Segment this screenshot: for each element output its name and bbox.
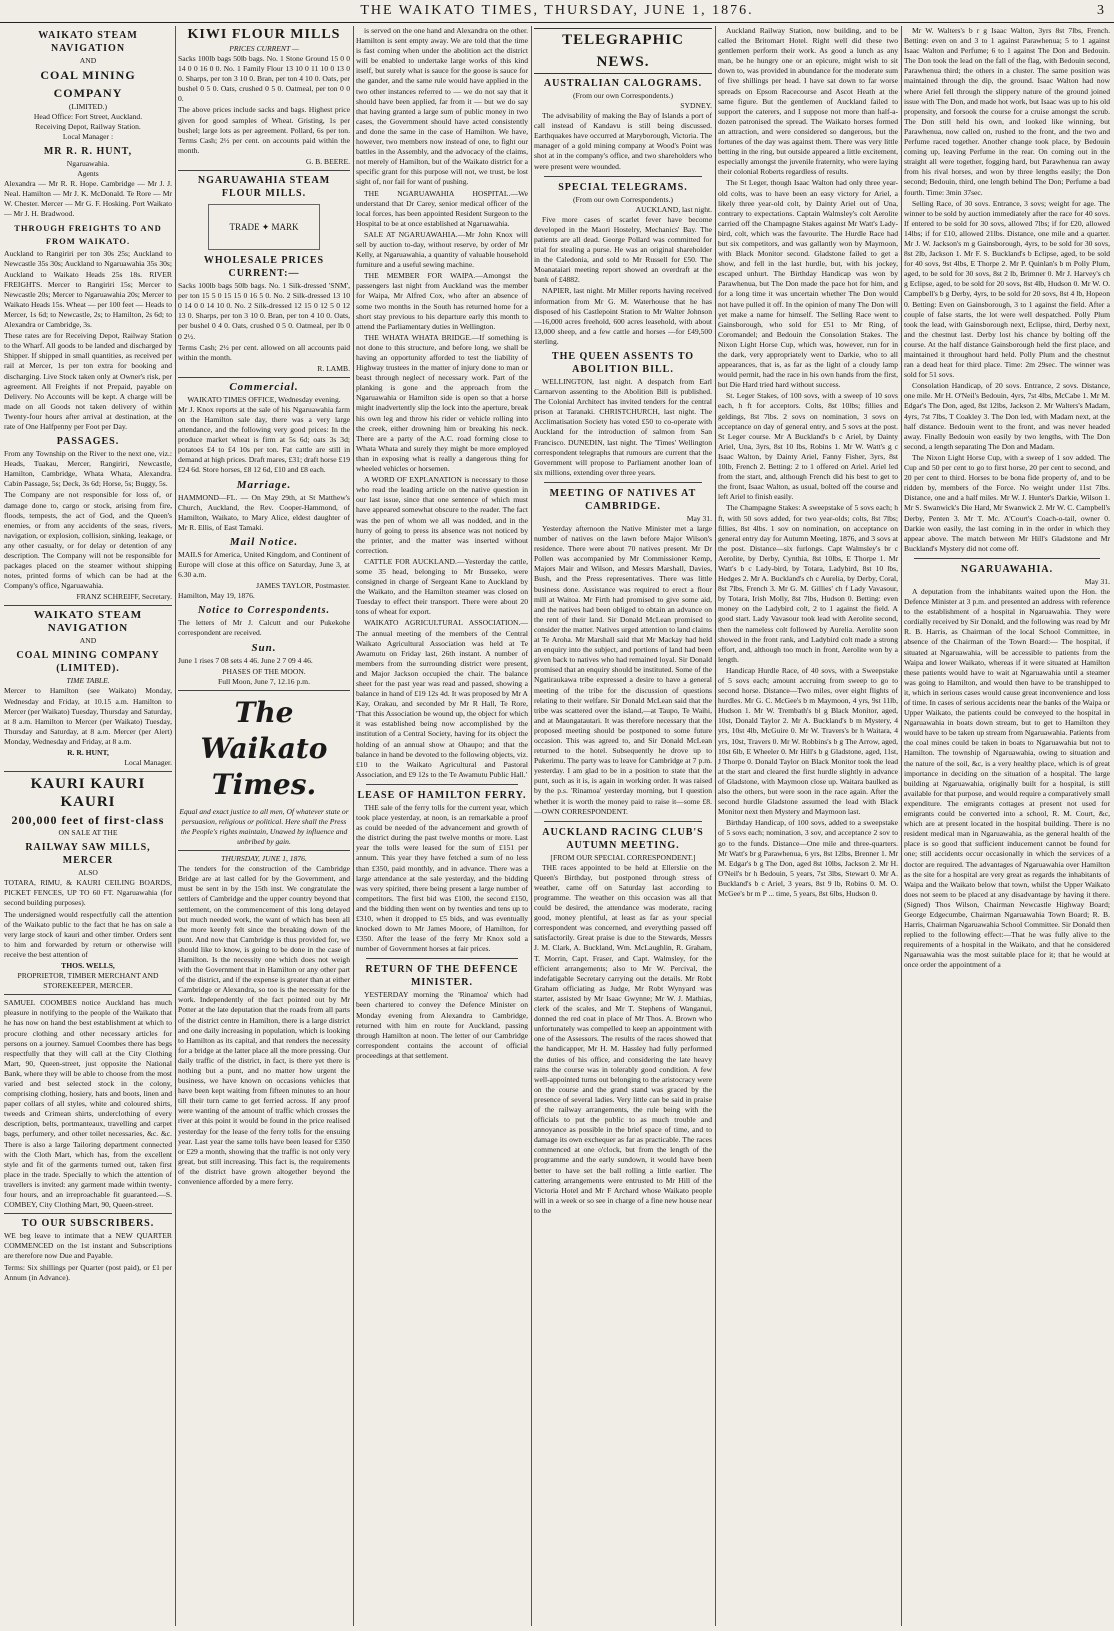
page-number: 3 xyxy=(1097,3,1104,18)
st-leger-stakes: St. Leger Stakes, of 100 sovs, with a sweep of 10 sovs each, h ft for acceptors. Colts, 8st 10lbs; fillies and geldings, 8st 7lbs. 2 sovs on nomination, 3 sovs on acceptance on day of general entry, and 5 sovs at the post. St Leger course. Mr A Buckland's b c Ariel, by Dainty Ariel, Una, 3yrs, 8st 10 lbs, Robins 1. Mr W. Watt's g c Isaac Walton, by Dainty Ariel, Fanny Fisher, 3yrs, 8st 10lb, French 2. Betting: 2 to 1 offered on Ariel. Ariel led from the start, and, although French did his best to get to the front, Isaac Walton, as usual, bolted off the course and left Ariel to finish easily. xyxy=(718,391,898,502)
ad2-role: Local Manager. xyxy=(124,758,172,768)
australian-body: The advisability of making the Bay of Islands a port of call instead of Kandavu is still being discussed. Earthquakes have occurred at Maryborough, Victoria. The manager of a gold mining company at Wood's Point was shot at in the company's office, and two shareholders who were present were wounded. xyxy=(534,111,712,171)
ngaruawahia-prices-title: WHOLESALE PRICES CURRENT:— xyxy=(203,255,325,280)
ngaruawahia-body: A deputation from the inhabitants waited upon the Hon. the Defence Minister at 3 p.m. and presented an address with reference to the establishment of a hospital in Ngaruawahia. They were cordially received by Sir Donald, and the following was read by Mr R. B. Harris, as Chairman of the local School Committee, in absence of the Chairman of the Town Board:— The hospital, if situated at Ngaruawahia, will be accessible to patients from the Waipa and lower Waikato, whereas if it were situated at Hamilton these patients would have to wait at Ngaruawahia until a steamer was going to Hamilton, and would then have to be transhipped to it, which in serious cases would cause great inconvenience and loss of time. In cases of serious accidents near the banks of the Waipa or Upper Waikato, the patients could be conveyed to the hospital in Ngaruawahia in boats down stream, but to get to Hamilton they would have to be taken up stream from Ngaruawahia. Patients from the coal mines could be taken in boats to Ngaruawahia but not to Hamilton. The township of Ngaruawahia, owing to situation and the nature of the soil, &c, is a very healthy place, which is of great importance in deciding on the situation of a hospital. The large building at Ngaruawahia, originally built for a hospital, is still available for that purpose, and would require a comparatively small expenditure. The emigrants cottages at present not used for emigrants could be converted into a school, R. M. Court, &c, which are at present located in the hospital building. There is no resident medical man in Ngaruawahia, as the general health of the place is so good that sufficient inducement cannot be found for one; still accidents occur occasionally in which the services of a doctor are required. The advantages of Ngaruawahia over Hamilton as the site for a hospital are very great as regards the inhabitants of Waipa and the Waikato below that town, whilst the Upper Waikato does not seem to be placed at any disadvantage by having it there. (Signed) Thos Wilson, Chairman Newcastle Highway Board; George Edgecumbe, Chairman Ngaruawahia Town Board; R. B. Harris, Chairman Ngaruawahia School Committee. Sir Donald then replied to the following effect:—That he was fully alive to the requirements of a hospital in the Waikato, and that he considered Ngaruawahia was the most suitable place for it; that he would at once order the appointment of a xyxy=(904,586,1110,970)
sun-body: June 1 rises 7 08 sets 4 46. June 2 7 09 4 46. xyxy=(178,655,313,665)
racing-club-body: THE races appointed to be held at Ellerslie on the Queen's Birthday, but postponed through stress of weather, came off on Saturday last according to programme. The weather on this occasion was all that could be desired, the attendance was moderate, racing good, money plentiful, at least as far as your special correspondent was concerned, and everything passed off satisfactorily. Great praise is due to the Stewards, Messrs J. M. Clark, A. Buckland, Wm. McLaughlin, R. Graham, T. Morrin, Capt. Fraser, and Capt. Walmsley, for the efficient arrangements; also to Mr W. Percival, the indefatigable Secretary carrying out the details. Mr Robt Graham officiating as Judge, Mr Robt Wynyard was starter, assisted by Mr Isaac Gwynne; Mr W. J. Mathias, clerk of the scales, and Mr T. Stephens of Wanganui, donned the red coat in place of Mr Thos. A. Brown who unfortunately was compelled to keep an appointment with one of the Assessors. The results of the races showed that the handicapper, Mr H. M. Hassley had fully performed the duties of his office, and considering the late heavy rains the course was in tolerably good condition. A few well-appointed turns out belonging to the aristocracy were on the course and the grand stand was graced by the presence of several ladies. Very little can be said in praise of the railway arrangements, the rule being with the officials to put the public to as much trouble and annoyance as possible in the brief space of time, and to damage its own exchequer as far as practicable. The races commenced at one o'clock, but from the length of the programme and the early sundown, it would have been better to have set the ball rolling a little earlier. The cattering arrangements were entrusted to Mr Hill of the Victoria Hotel and Mr F Archard whose Waikato people will in a week or so see in charge of a fine new house near to the xyxy=(534,862,712,1215)
kiwi-prices-current: PRICES CURRENT — xyxy=(229,44,299,53)
divider xyxy=(544,821,702,822)
special-telegrams-title: SPECIAL TELEGRAMS. xyxy=(558,181,688,193)
moon-title: PHASES OF THE MOON. xyxy=(222,666,306,676)
divider xyxy=(178,170,350,171)
news-hospital: THE NGARUAWAHIA HOSPITAL.—We understand that Dr Carey, senior medical officer of the local forces, has been appointed Resident Surgeon to the Hospital to be at once established at Ngaruawahia. xyxy=(356,188,528,228)
divider xyxy=(178,377,350,378)
news-member-waipa: THE MEMBER FOR WAIPA.—Amongst the passengers last night from Auckland was the member for Waipa, Mr Alfred Cox, who after an absence of some two months in the South has returned home for a short stay previous to his departure early this month to attend the Parliamentary duties in Wellington. xyxy=(356,271,528,331)
kauri-mill: RAILWAY SAW MILLS, MERCER xyxy=(25,842,151,867)
nixon-light-horse-cup: The Nixon Light Horse Cup, with a sweep of 1 sov added. The Cup and 50 per cent to go to first horse, 20 per cent to second, and 20 per cent to third. Horses to be bona fide property of, and to be ridden by, members of the Force. No weight under 11st 7lbs. Distance, one and a half miles. Mr W. J. Hunter's Darkie, Wilson 1. Mr S. Swanwick's Die Hard, Mr Swanwick 2. Mr W. C. Campbell's Derby, Penten 3. Mr T. Mc. A'Court's Coach-o-tail, owner 0. Darkie won easily, the last coming in in the order in which they appear above. The match between Mr Hill's Gladstone and Mr Buckland's Mystery did not come off. xyxy=(904,452,1110,553)
racing-club-title: AUCKLAND RACING CLUB'S AUTUMN MEETING. xyxy=(542,826,704,851)
divider xyxy=(4,771,172,772)
divider xyxy=(366,958,518,959)
edition-date: THURSDAY, JUNE 1, 1876. xyxy=(221,854,307,864)
meeting-natives-body: Yesterday afternoon the Native Minister met a large number of natives on the lawn before Major Wilson's residence. There were about 70 natives present. Mr Dr Pollen was accompanied by Mr Commissioner Kemp, Majors Mair and Wilson, and Messrs Marshall, Davies, Bush, and the Press representatives. There was little business done. Assistance was required to erect a flour mill at Waitoa. Mr Firth had promised to give some aid, and the natives had been obliged to obtain an advance on the rent of their land. Sir Donald McLean promised to consider the matter. Natives urged attention to land claims at Te Aroha. Mr Marshall said that Mr Mackay had held an enquiry into the subject, and portions of land had been given back to natives who had remained loyal. Sir Donald promised that an enquiry should be instituted. Some of the Ngatiraukawa tribe expressed a desire to have a general meeting of the tribe for the discussion of questions relating to their welfare. Sir Donald McLean said that the tribe was scattered over the island,—at Taupo, Te Waihi, and at Maungatautari. It was therefore necessary that the proposed meeting should be postponed to some future occasion. This was agreed to, and Sir Donald McLean returned to the hotel. Subsequently he drove up to Pukerimu. The party was to leave for Cambridge at 7 p.m. yesterday. I am glad to be in a position to state that the punt, such as it is, is again in working order. It was raised by the p.s. 'Rinamoa' yesterday morning, but I question whether it is worth the money paid to raise it—some £8.—OWN CORRESPONDENT. xyxy=(534,524,712,816)
queen-assents-title: THE QUEEN ASSENTS TO ABOLITION BILL. xyxy=(551,350,695,375)
divider xyxy=(4,994,172,995)
ad2-company: COAL MINING COMPANY (LIMITED). xyxy=(16,650,160,675)
correspondents-body: The letters of Mr J. Calcutt and our Pukekohe correspondent are received. xyxy=(178,618,350,638)
column-1 xyxy=(4,26,172,1626)
marriage-title: Marriage. xyxy=(236,478,292,491)
commercial-sub: WAIKATO TIMES OFFICE, Wednesday evening. xyxy=(187,394,341,404)
passages-body: From any Township on the River to the next one, viz.: Heads, Tuakau, Mercer, Rangiriri, Newcastle, Hamilton, Cambridge, Whata Whata, Alexandra. Cabin Passage, 5s; Deck, 3s 6d; Horse, 5s; Buggy, 5s. xyxy=(4,449,172,489)
defence-minister-body: YESTERDAY morning the 'Rinamoa' which had been chartered to convey the Defence Minister on Monday evening from Alexandra to Cambridge, returned with him en route for Auckland, passing through Hamilton at noon. The letter of our Cambridge correspondent contains the account of official proceedings at that settlement. xyxy=(356,990,528,1060)
through-freights-body: Auckland to Rangiriri per ton 30s 25s; Auckland to Newcastle 35s 30s; Auckland to Ngaruawahia 35s 30s; Auckland to Waikato Heads 25s 18s. RIVER FREIGHTS. Mercer to Rangiriri 15s; Mercer to Newcastle 20s; Mercer to Ngaruawahia 20s; Mercer to Waikato Heads 15s. Wheat — per 100 feet — Heads to Mercer, 1s 6d; to Newcastle, 2s; to Hamilton, 2s 6d; to Alexandra or Cambridge, 3s. xyxy=(4,249,172,330)
kauri-role: PROPRIETOR, TIMBER MERCHANT AND STOREKEEPER, MERCER. xyxy=(17,971,159,991)
column-4 xyxy=(534,26,712,1626)
ad2-timetable: TIME TABLE. xyxy=(66,676,110,686)
selling-race: Selling Race, of 30 sovs. Entrance, 3 sovs; weight for age. The winner to be sold by auction immediately after the race for 40 sovs. If entered to be sold for 30 sovs, allowed 7lbs; if for £20, allowed 14lbs; if for £10, allowed 21lbs. Distance, one mile and a quarter. Mr J. W. Jackson's m g Gainsborough, 4yrs, to be sold for 30 sovs, 8st 2lb, Jackson 1. Mr F. S. Buckland's b Eclipse, aged, to be sold for 40 sovs, 9st 4lbs, E Thorpe 2. Mr P. Quinlan's b m Polly Plum, aged, to be sold for 30 sovs, 8st 2 lb, Brimner 0. Mr J. Harvey's ch g Eclipse, aged, to be sold for 20 sovs, 8st 4lb, Hudson 0. Mr W. O. Campbell's b g Derby, 4yrs, to be sold for 20 sovs, 8st 4 lb, Hopeon 0. Betting: Even on Gainsborough, 3 to 1 against the field. After a couple of false starts, the lot were well despatched. Polly Plum took the lead, with Gainsborough next, Eclipse, third, Derby next, and the chestnut last. Derby lost his chance by bolting off the course. At the half distance Gainsborough held the first place, and maintained it throughout hard held. Polly Plum and the chestnut ran a dead heat for third place. Time: 2m 29sec. The winner was sold for 51 sovs. xyxy=(904,198,1110,380)
divider xyxy=(178,850,350,851)
newspaper-columns xyxy=(0,26,1114,1626)
news-agricultural-association: WAIKATO AGRICULTURAL ASSOCIATION.—The annual meeting of the members of the Central Waikato Agricultural Association was held at Te Awamutu on Friday last, 26th instant. A number of members from the surrounding district were present, and Major Jackson occupied the chair. The balance sheet for the past year was read and passed, showing a balance in hand of £19 12s 4d. It was proposed by Mr A Kay, Orakau, and seconded by Mr R Hall, Te Rore, 'That this Association be wound up, the object for which it was established being now accomplished by the institution of a Central Society, having for its object the holding of an annual show at Ohaupo; and that the balance in hand be devoted to the following objects, viz. £10 to the Waikato Agricultural and Pastoral Association, and £9 12s to the Te Awamutu Public Hall.' xyxy=(356,618,528,779)
ad-limited: (LIMITED.) xyxy=(68,102,108,111)
editorial-body: The tenders for the construction of the Cambridge Bridge are at last called for by the Government, and must be sent in by the 15th inst. We congratulate the settlers of Cambridge and the upper country beyond that settlement, on the commencement of this long delayed but much needed work, the want of which has been all the more keenly felt since the breaking down of the punt. And now that Cambridge is thus provided for, we should like to know, is going to be done in the case of Hamilton. Is the necessity one which does not weigh with the Government that in Hamilton or any other part of the district, and if the expense is greater than at either Cambridge or Alexandra, so too is the necessity for the work. Independently of the fact pointed out by Mr Potter at the late deputation that the roads from all parts of the district centre in Hamilton, there is a large district and one daily increasing in population, which is looking to Hamilton as its capital, and that renders the necessity for a bridge at the latter place all the more pressing. Our daily traffic of the district, in fact, is there yet there is nothing but a punt, and no matter how urgent the business, we have known on occasions vehicles that have been kept waiting from fifteen minutes to an hour till their turn came to get ferried across. If any proof were wanting of the amount of traffic which crosses the river at this point it would be found in the price realised yesterday for the lease of the ferry tolls for the ensuing year. Last year the same tolls have been leased for £350 or £29 a month, showing that the traffic is not only very great, but still increasing. This fact is, the requirements of the district have grown altogether beyond the convenience afforded by a mere ferry. xyxy=(178,864,350,1187)
ad-head-office: Head Office: Fort Street, Auckland. xyxy=(33,112,143,121)
ad2-title: WAIKATO STEAM NAVIGATION xyxy=(33,609,143,635)
column-5 xyxy=(718,26,898,1626)
kiwi-mills-title: KIWI FLOUR MILLS xyxy=(187,27,341,42)
kiwi-note: The above prices include sacks and bags. Highest price given for good samples of Wheat. Gristing, 1s per bushel; large lots as per agreement. Pollard, 6s per ton. Terms Cash; 2½ per cent. on accounts paid within the month. xyxy=(178,105,350,155)
passages-title: PASSAGES. xyxy=(56,436,120,448)
divider xyxy=(544,176,702,177)
column-3 xyxy=(356,26,528,1626)
kiwi-sign: G. B. BEERE. xyxy=(305,156,350,166)
subscribers-body: WE beg leave to intimate that a NEW QUARTER COMMENCED on the 1st instant and Subscriptions are therefore now Due and Payable. xyxy=(4,1231,172,1261)
champagne-stakes: The Champagne Stakes: A sweepstake of 5 sovs each; h ft, with 50 sovs added, for two year-olds; colts, 8st 7lbs; fillies, 8st 4lbs. 1 sov on nomination, on acceptance on general entry day for Autumn Meeting, 1876, and 3 sovs at the post. Distance—six furlongs. Capt Walmsley's br c Aerolite, by Derby, Cynthia, 8st 10lbs, E Thorpe 1. Mr Watt's b c Lady-bird, by Totara, Ladybird, 8st 10 lbs, Hedges 2. Mr A. Buckland's ch c Aurelia, by Derby, Coral, 8st 7lbs, French 3. Mr G. M. Gillies' ch f Lady Vavasour, by Totara, Irish Molly, 8st 7lbs, Hudson 0. Betting: even money on the Ladybird colt, 2 to 1 against the field. A good start. Lady Vavasour took lead with Aerolite second, then the nameless colt followed by Aurelia. Aerolite soon showed in the front rank, and Ladybird colt made a strong effort, and, although too much in front, Aerolite won by a length. xyxy=(718,503,898,664)
moon-body: Full Moon, June 7, 12.16 p.m. xyxy=(218,676,310,686)
ad-depot: Receiving Depot, Railway Station. xyxy=(35,122,141,131)
lease-ferry-body: THE sale of the ferry tolls for the current year, which took place yesterday, at noon, is an remarkable a proof as could be needed of the advancement and growth of the district during the past twelve months or more. Last year the tolls were leased for the sum of £151 per annum. This year they have fetched a sum of no less than £350, paid monthly, and in advance. There was a large attendance at the sale yesterday, and the bidding was very spirited, there being present a large number of competitors. The first bid was £100, the second £150, and the bidding then went on by twenties and tens up to £310, when it dropped to £5 bids, and was eventually knocked down to Mr James Moore, of Hamilton, for £350. After the lease of the ferry Mr Knox sold a number of Government horses at fair prices. xyxy=(356,802,528,954)
ad2-body: Mercer to Hamilton (see Waikato) Monday, Wednesday and Friday, at 10.15 a.m. Hamilton to Mercer (per Waikato) Tuesday, Thursday and Saturday, at 8 a.m. Hamilton to Mercer (per Waikato) Tuesday, Thursday and Saturday, at 8 a.m. Mercer (per Alert) Monday, Wednesday and Friday, at 8 a.m. xyxy=(4,686,172,746)
ad2-and: AND xyxy=(79,636,97,646)
handicap-hurdle-race: Handicap Hurdle Race, of 40 sovs, with a Sweepstake of 5 sovs each; amount accruing from sweep to go to second horse. Distance—Two miles, over eight flights of hurdles. Mr G. C. McGee's b m Maymoon, 4 yrs, 9st 11lb, Hudson 1. Mr W. Trembath's bl g Black Monitor, aged, 10st, Donald Taylor 2. Mr A. Buckland's b m Mystery, 4 yrs, 10st 4lb, McGuire 0. Mr W. Travers's br h Waitara, 4 yrs, 10st, Travers 0. Mr W. Robbins's b g The Arrow, aged, 10st 6lb, E Wheeler 0. Mr Hill's b g Gladstone, aged, 11st, J Thorpe 0. Donald Taylor on Black Monitor took the lead at the start and cleared the first hurdle slightly in advance of Gladstone, with Maymoon close up. Waitara baulked as also the others, but were soon in the race again. After the second hurdle Gladstone assumed the lead with Black Monitor next then Mystery and Maymoon last. xyxy=(718,665,898,817)
australian-calograms-title: AUSTRALIAN CALOGRAMS. xyxy=(543,78,703,89)
meeting-natives-title: MEETING OF NATIVES AT CAMBRIDGE. xyxy=(549,487,697,512)
ad-waikato-steam-title: WAIKATO STEAM NAVIGATION xyxy=(38,30,138,54)
lease-ferry-title: LEASE OF HAMILTON FERRY. xyxy=(357,789,527,801)
kauri-also: ALSO xyxy=(78,868,98,878)
through-freights-note: These rates are for Receiving Depot, Railway Station to the Wharf. All goods to be landed and discharged by Shipper. If shipped in small quantities, as received per rail at Mercer, 1s per ton extra for booking and discharging. Live Stock taken only at Owner's risk, per agreement. All Freights if not Prepaid, payable on Delivery. No Accounts will be kept. A charge will be made on all Goods not taken delivery of within Twenty-four hours after arrival at destination, at the rate of One Halfpenny per Foot per Day. xyxy=(4,331,172,431)
divider xyxy=(178,690,350,691)
australian-place: SYDNEY. xyxy=(680,101,712,110)
ngaruawahia-mills-title: NGARUAWAHIA STEAM FLOUR MILLS. xyxy=(197,175,331,200)
kiwi-price-table: Sacks 100lb bags 50lb bags. No. 1 Stone Ground 15 0 0 14 0 0 16 0 0. No. 1 Family Flour 13 10 0 11 10 0 13 0 0. Sharps, per ton 3 10 0. Bran, per ton 4 10 0. Oats, per bushel 0 5 0. Oats, crushed 0 5 0. Oatmeal, per ton 0 0 0. xyxy=(178,54,350,104)
telegraphic-news-title: TELEGRAPHIC NEWS. xyxy=(534,28,712,74)
kauri-sign: THOS. WELLS, xyxy=(61,960,115,970)
news-whata-whata-bridge: THE WHATA WHATA BRIDGE.—If something is not done to this structure, and before long, we shall be having an opportunity afforded to test the liability of Highway trustees in the matter of injury done to man or beast through neglect of necessary work. Part of the planking is gone and the approach from the Ngaruawahia or Hamilton side is open so that a horse might inadvertently slip the lock into the aperture, break his own leg and throw his rider or vehicle rolling into the creek, either drowning him or breaking his neck. There are a party of the A.C. road forming close to Whata Whata and surely they might be more employed than in exposing what is really a dangerous thing for wheeled vehicles or horsemen. xyxy=(356,332,528,474)
waikato-times-nameplate: The Waikato Times. xyxy=(200,695,328,801)
ngaruawahia-sign: R. LAMB. xyxy=(317,363,350,373)
through-freights-title: THROUGH FREIGHTS TO AND FROM WAIKATO. xyxy=(14,223,162,247)
special-telegrams-place: AUCKLAND, last night. xyxy=(635,204,712,214)
kauri-sale: ON SALE AT THE xyxy=(58,828,118,838)
subscribers-terms: Terms: Six shillings per Quarter (post paid), or £1 per Annum (in Advance). xyxy=(4,1262,172,1282)
birthday-handicap: Birthday Handicap, of 100 sovs, added to a sweepstake of 5 sovs each; nomination, 3 sov, and acceptance 2 sov to go to the funds. Distance—One mile and three-quarters. Mr Watt's br g Parawhenua, 6 yrs, 8st 12lbs, Brenner 1. Mr M. Edgar's b g The Don, aged 8st 10lbs, Jackson 2. Mr H. O'Neil's br h Bedouin, 5 years, 7st 3lbs, Stewart 0. Mr A. Buckland's b c Ariel, 3 years, 8st 9 lb, Robins 0. M. O. McGee's br m P ... time, 5 years, 8st 6lbs, Hudson 0. xyxy=(718,818,898,898)
ad-coal-mining-company: COAL MINING COMPANY xyxy=(40,68,136,100)
waikato-times-motto: Equal and exact justice to all men, Of whatever state or persuasion, religious or political. Here shall the Press the People's rights maintain, Unawed by influence and unbribed by gain. xyxy=(179,806,349,846)
commercial-title: Commercial. xyxy=(229,380,299,393)
agents-label: Agents xyxy=(77,169,99,178)
divider xyxy=(914,558,1100,559)
napier-telegram: NAPIER, last night. Mr Miller reports having received information from Mr G. M. Waterhouse that he has disposed of his Castlepoint Station to Mr Walter Johnson—16,000 acres freehold, 600 acres leasehold, with about 13,000 sheep, and a few cattle and horses —for £49,500 sterling. xyxy=(534,286,712,346)
top-rule xyxy=(0,22,1114,23)
kauri-amount: 200,000 feet of first-class xyxy=(11,813,165,828)
ngaruawahia-price-table: Sacks 100lb bags 50lb bags. No. 1 Silk-dressed 'SNM', per ton 15 5 0 15 15 0 16 5 0. No. 2 Silk-dressed 13 10 0 14 0 0 14 10 0. No. 2 Silk-dressed 12 15 0 12 5 0 12 13 0. Sharps, per ton 3 10 0. Bran, per ton 4 10 0. Oats, per bushel 0 4 0. Oats, crushed 0 5 0. Oatmeal, per lb 0 0 2½. xyxy=(178,281,350,341)
divider xyxy=(4,1213,172,1214)
column-2 xyxy=(178,26,350,1626)
ngaruawahia-terms: Terms Cash; 2½ per cent. allowed on all accounts paid within the month. xyxy=(178,342,350,362)
masthead xyxy=(0,0,1114,22)
ad-manager-label: Local Manager : xyxy=(62,132,114,141)
editorial-continued: is served on the one hand and Alexandra on the other. Hamilton is sent empty away. We are told that the time is fast coming when under the abolition act the district will be enabled to undertake large works of this kind itself, but surely what is sauce for the goose is sauce for the gander, and the same rule would have applied in the two other instances referred to — we do not say that it should have been applied, far from it — but we do say that having granted a large sum of public money in two cases, the Government should have acted consistently and done the same in the case of Hamilton. We have, however, two members now instead of one, to fight our battles in the Assembly, and the advocacy of the claims, not merely of Hamilton, but of the Waikato district for a specific grant for this purpose will not, we trust, be lost sight of, nor fail for want of pushing. xyxy=(356,26,528,187)
special-telegrams-body: Five more cases of scarlet fever have become developed in the Maori Hostelry, Mechanics' Bay. The patients are all dead. George Pollard was committed for trial for stealing a purse. He was an original shareholder in the Caledonia, and sold to Mr Russell for £50. The Moanataiari meeting report showed an overdraft at the bank of £4882. xyxy=(534,214,712,285)
divider xyxy=(4,605,172,606)
racing-continued: Auckland Railway Station, now building, and to be called the Britomart Hotel. Right well did these two gentlemen perform their work. As good a lunch as any man, be he hungry one or an epicure, might wish to sit down to, was provided in abundance for the moderate sum of five shillings per head. I have sat down to far worse spreads on Epsom Racecourse and Ascot Heath at the same figure. But the gentlemen of Auckland failed to support the caterers, and I suppose not more than half-a-dozen patronised the spread. The Waikato horses formed an attraction, and were considered so dangerous, but the fortunes of the day was against them. There was very little betting in the ring, but outside appeared a little excitement, especially amongst the juvenile fraternity, who were laying their colonial Roberts regardless of results. xyxy=(718,26,898,177)
news-cattle: CATTLE FOR AUCKLAND.—Yesterday the cattle, some 35 head, belonging to Mr Busseko, were consigned in charge of Sergeant Kane to Auckland by the Waikato, and the Hamilton steamer was closed on Tuesday to effect their transport. There were about 20 tons of wheat for export. xyxy=(356,556,528,617)
masthead-title: THE WAIKATO TIMES, THURSDAY, JUNE 1, 1876. xyxy=(360,3,754,18)
subscribers-title: TO OUR SUBSCRIBERS. xyxy=(21,1218,155,1230)
queen-assents-body: WELLINGTON, last night. A despatch from Earl Carnarvon assenting to the Abolition Bill is published. The Colonial Architect has invited tenders for the central prison at Taranaki. CHRISTCHURCH, last night. The Acclimatisation Society has voted £50 to co-operate with Auckland for the introduction of salmon from San Francisco. DUNEDIN, last night. The 'Times' Wellington correspondent telegraphs that rumours are current that the Government will propose to Parliament another loan of six millions, extending over three years. xyxy=(534,376,712,477)
agents-list: Alexandra — Mr R. R. Hope. Cambridge — Mr J. J. Neal. Hamilton — Mr J. K. McDonald. Te Rore — Mr W. Chester. Mercer — Mr G. F. Hosking. Port Waikato — Mr J. H. Bradwood. xyxy=(4,179,172,219)
mail-notice-date: Hamilton, May 19, 1876. xyxy=(178,591,255,601)
sun-title: Sun. xyxy=(251,641,277,654)
ad-and: AND xyxy=(79,56,97,65)
column-6 xyxy=(904,26,1110,1626)
commercial-body: Mr J. Knox reports at the sale of his Ngaruawahia farm on the Hamilton sale day, there was a very large attendance, and the following very good prices: In the produce market wheat is firm at 5s 6d; oats 3s 3d; potatoes £4 to £4 10s per ton. Fat cattle are still in demand at high prices. Draft mares, £31; draft horse £19 £24 6d. Store horses, £8 12 6d, £10 and £8 each. xyxy=(178,404,350,475)
ngaruawahia-title: NGARUAWAHIA. xyxy=(960,563,1054,575)
mail-notice-body: MAILS for America, United Kingdom, and Continent of Europe will close at this office on Saturday, June 3, at 6.30 a.m. xyxy=(178,549,350,580)
defence-minister-title: RETURN OF THE DEFENCE MINISTER. xyxy=(365,964,519,989)
kauri-note: The undersigned would respectfully call the attention of the Waikato public to the fact that he has on sale a very large stock of kauri and other timber. Orders sent to him and forwarded by return or otherwise will receive the best attention of xyxy=(4,909,172,959)
mail-notice-sign: JAMES TAYLOR, Postmaster. xyxy=(256,581,350,591)
racing-events-summary: The St Leger, though Isaac Walton had only three year-old colts, was to have been an easy victory for Ariel, a likely three year-old colt, by Dainty Ariel out of Una, contrary to expectations. Captain Walmsley's colt Aerolite carried off the Champagne Stakes against Mr Watt's Lady-bird, colt, which was the favourite. The Hurdle Race had but six competitors, and was gallantly won by Maymoon, with Black Monitor second. Gladstone failed to get a show, and fell in the last hurdle, but, with his jockey, escaped unhurt. The Birthday Handicap was won by Parawhenua, but The Don made the pace hot for him, and for a long time it was uncertain whether The Don would not have pulled it off. In the opinion of many The Don will yet make a name for himself. The Selling Race went to Gainsborough, who sold for £51 to Mr Ring, of Coromandel; and Bedouin the Consolation Stakes. The Nixon Light Horse Cup, which was, however, run for in the dark, very appropriately went to Darkie, who to all appearances, that is, as far as the light of a cloudy lamp would permit, had the race in his own hands from the first, but Die Hard tried hard without success. xyxy=(718,178,898,390)
divider xyxy=(544,482,702,483)
special-telegrams-sub: (From our own Correspondents.) xyxy=(573,194,673,204)
ngaruawahia-date: May 31. xyxy=(1084,576,1110,586)
mail-notice-title: Mail Notice. xyxy=(229,535,299,548)
correspondents-title: Notice to Correspondents. xyxy=(198,605,330,617)
ad-manager-town: Ngaruawahia. xyxy=(66,159,110,168)
trade-mark-label: TRADE ✦ MARK xyxy=(229,221,299,232)
marriage-body: HAMMOND—FL. — On May 29th, at St Matthew's Church, Auckland, the Rev. Cooper-Hammond, of Hamilton, Waikato, to Mary Alice, eldest daughter of Mr R. Ellis, of East Tamaki. xyxy=(178,492,350,532)
news-sale: SALE AT NGARUAWAHIA.—Mr John Knox will sell by auction to-day, without reserve, by order of Mr Kelly, at Ngaruawahia, a quantity of valuable household furniture and a useful sewing machine. xyxy=(356,229,528,270)
clothing-mart-ad: SAMUEL COOMBES notice Auckland has much pleasure in notifying to the people of the Waikato that he has now on hand the best establishment at which to procure clothing and other necessary articles for persons on a journey. Samuel Coombes there has begs respectfully that they will call at the City Clothing Mart, 90, Queen-street, just opposite the National Bank, where they will be able to choose from the most varied and best selected stock in the colony, comprising clothing, hosiery, hats and boots, linen and paper collars of all styles, white and coloured shirts, tweeds and Crimean shirts, underclothing of every description, belts, portmanteaux, travelling and carpet bags, perfumery, and other toilet necessaries, &c. &c. There is also a large Tailoring department connected with the Cloth Mart, which has, from the excellent style and fit of the garments turned out, taken first place in the trade. Specially to which the attention of travellers is invited: any garment made within twenty-four hours, and an irreproachable fit guaranteed.—S. COMBEY, City Clothing Mart, 90, Queen-street. xyxy=(4,998,172,1210)
company-notice-sign: FRANZ SCHREIFF, Secretary. xyxy=(76,592,172,602)
news-word-explanation: A WORD OF EXPLANATION is necessary to those who read the leading article on the native question in our last issue, since that one sentence of which must have appeared somewhat obscure to the reader. The fact was the pen of whom we all was nodded, and in the hurry of going to press its absence was not noticed by the printer, and the matter was inserted without correction. xyxy=(356,475,528,555)
kauri-body: TOTARA, RIMU, & KAURI CEILING BOARDS, PICKET FENCES, UP TO 60 FT. Ngaruawahia (for second building purposes). xyxy=(4,878,172,908)
ad2-sign: R. R. HUNT, xyxy=(67,748,109,758)
ad-manager-name: MR R. R. HUNT, xyxy=(43,146,133,157)
trade-mark-emblem xyxy=(208,204,320,250)
racing-club-sub: [FROM OUR SPECIAL CORRESPONDENT.] xyxy=(550,852,696,862)
divider xyxy=(366,784,518,785)
meeting-natives-date: May 31. xyxy=(686,513,712,523)
australian-calograms-sub: (From our own Correspondents.) xyxy=(573,91,673,100)
consolation-handicap: Consolation Handicap, of 20 sovs. Entrance, 2 sovs. Distance, one mile. Mr H. O'Neil's Bedouin, 4yrs, 7st 4lbs, McCabe 1. Mr M. Edgar's The Don, aged, 8st 12lbs, Jackson 2. Mr Walters's Madam, 4yrs, 7st 7lbs, T Coakley 3. The Don led, with Madam next, at the half distance. Bedouin went to the front, and was never headed away. Finally Bedouin won easily by two lengths, with The Don second, a length separating The Don and Madam. xyxy=(904,381,1110,451)
company-notice: The Company are not responsible for loss of, or damage done to, cargo or stock, arising from fire, floods, tempests, the act of God, and the Queen's enemies, or from any accidents of the seas, rivers, navigation, or explosion, collision, sinking, leakage, or any other casualty, or for delay or detention of any description. The Company will not be responsible for packages placed on the steamer without shipping notes, printed forms of which can be had at the Company's office, Ngaruawahia. xyxy=(4,490,172,591)
kauri-title: KAURI KAURI KAURI xyxy=(30,776,146,811)
birthday-handicap-continued: Mr W. Walters's b r g Isaac Walton, 3yrs 8st 7lbs, French. Betting: even on and 3 to 1 against Parawhenua; 5 to 1 against Isaac Walton and Perfume; 6 to 1 against The Don and Bedouin. The Don took the lead on the fall of the flag, with Bedouin second, Parawhenua third; the others in a cluster. The same position was maintained through the dip, the ground. Isaac Walton had now where Ariel fell through the slippery nature of the ground joined issue with The Don, and made hot work, but Isaac was up to his old propensity, and forsook the course for a cruise amongst the scrub. The Don still held his own, and looked like winning, but Parawhenua, now called on, rushed to the front, and the two and Perfume raced together. Another change took place, by Bedouin coming up, leaving Perfume in the rear. On coming out in the straight all were together, fogging hard, but Parawhenua ran away from his rival horses, and won by three lengths easily; the Don second; Bedouin, third, one length behind The Don; Perfume a bad fourth. Time: 3min 37sec. xyxy=(904,26,1110,197)
